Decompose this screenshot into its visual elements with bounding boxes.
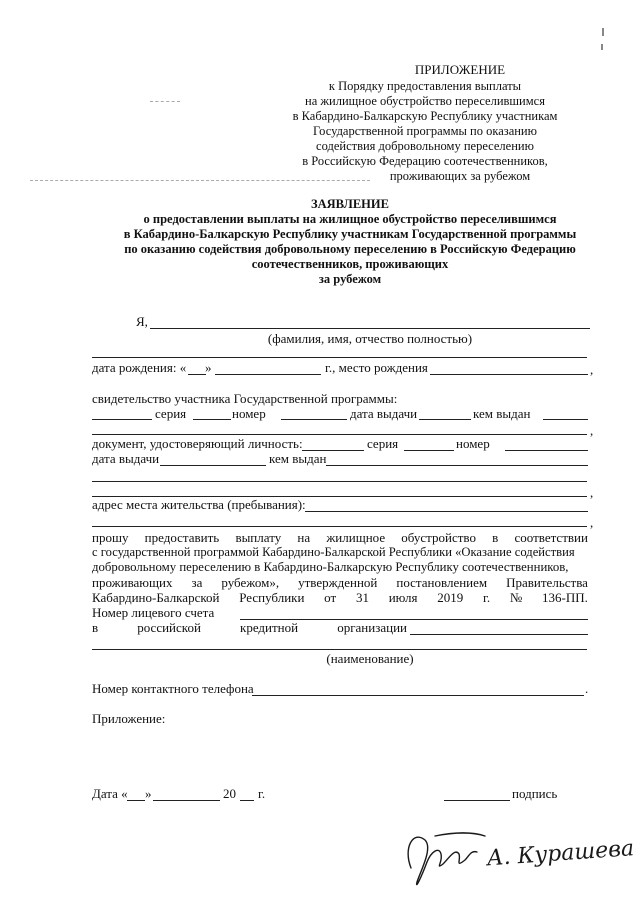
scan-artifact [150,101,180,102]
handwritten-name: А. Курашева [486,836,635,872]
word: 2019 [437,590,464,605]
label-birth-date: дата рождения: « [92,360,187,375]
date-year-field[interactable] [240,800,254,801]
word: организации [337,620,407,635]
birth-day-field[interactable] [188,374,206,375]
word: соответствии [514,530,588,545]
address-continuation-field[interactable] [92,526,587,527]
appendix-line: в Кабардино-Балкарскую Республику участникам [292,109,558,123]
label-year-suffix: г. [258,786,266,801]
id-number-field[interactable] [505,450,588,451]
comma: , [590,485,594,500]
word: в [92,620,99,635]
signature-scribble [408,833,485,885]
id-issued-by-field[interactable] [326,465,588,466]
birth-place-field[interactable] [430,374,588,375]
word: рубежом», [221,575,280,590]
certificate-continuation-field[interactable] [92,434,587,435]
quote-close: » [145,786,152,801]
certificate-issued-by-field[interactable] [543,419,588,420]
document-subtitle-line: по оказанию содействия добровольному переселению в Российскую Федерацию [124,242,576,256]
bank-name-field[interactable] [410,634,588,635]
phone-field[interactable] [252,695,584,696]
request-line [92,590,588,605]
comma: , [590,515,594,530]
document-title: ЗАЯВЛЕНИЕ [311,197,389,211]
label-account: Номер лицевого счета [92,605,215,620]
period: . [585,681,589,696]
certificate-number-field[interactable] [281,419,347,420]
appendix-title: ПРИЛОЖЕНИЕ [414,62,506,77]
word: российской [137,620,201,635]
word: за [191,575,203,590]
appendix-line: к Порядку предоставления выплаты [328,79,522,93]
fio-field[interactable] [150,328,590,329]
label-year-prefix: 20 [223,786,236,801]
word: жилищное [326,530,386,545]
label-number: номер [232,406,266,421]
document-subtitle-line: за рубежом [318,272,382,286]
label-date: Дата « [92,786,128,801]
label-phone: Номер контактного телефона [92,681,254,696]
handwritten-signature [395,818,635,898]
document-subtitle-line: о предоставлении выплаты на жилищное обустройство переселившимся [143,212,557,226]
fio-continuation-field[interactable] [92,357,587,358]
id-issue-date-field[interactable] [160,465,266,466]
quote-close: » [205,360,212,375]
word: в [492,530,499,545]
comma: , [590,362,594,377]
bank-line [92,620,407,635]
word: 136-ПП. [542,590,588,605]
appendix-line: содействия добровольному переселению [316,139,534,153]
document-subtitle-line: в Кабардино-Балкарскую Республику участникам Государственной программы [123,227,577,241]
label-birth-place: г., место рождения [325,360,428,375]
scan-artifact [602,28,604,36]
label-series: серия [367,436,399,451]
word: кредитной [240,620,299,635]
word: от [324,590,337,605]
label-series: серия [155,406,187,421]
certificate-issue-date-field[interactable] [419,419,471,420]
document-subtitle-line: соотечественников, проживающих [251,257,449,271]
label-ya: Я, [136,314,148,329]
word: на [297,530,311,545]
date-day-field[interactable] [127,800,145,801]
request-line: добровольному переселению в Кабардино-Балкарскую Республику соотечественников, [92,560,569,574]
word: постановлением [396,575,488,590]
certificate-gap-field[interactable] [193,419,231,420]
word: выплату [235,530,282,545]
bank-name-continuation-field[interactable] [92,649,587,650]
id-series-field[interactable] [404,450,454,451]
request-line [92,530,588,545]
word: № [509,590,523,605]
label-issue-date: дата выдачи [350,406,418,421]
label-issued-by: кем выдан [269,451,327,466]
word: обустройство [401,530,476,545]
word: утвержденной [298,575,378,590]
label-attachment: Приложение: [92,711,166,726]
scan-artifact [601,44,603,50]
word: Республики [239,590,305,605]
label-issued-by: кем выдан [473,406,531,421]
request-line: с государственной программой Кабардино-Балкарской Республики «Оказание содействия [92,545,575,559]
fio-caption: (фамилия, имя, отчество полностью) [267,331,473,346]
label-address: адрес места жительства (пребывания): [92,497,306,512]
label-issue-date: дата выдачи [92,451,160,466]
appendix-line: проживающих за рубежом [389,169,531,183]
bank-caption: (наименование) [326,651,414,666]
label-id-document: документ, удостоверяющий личность: [92,436,303,451]
label-certificate: свидетельство участника Государственной программы: [92,391,398,406]
address-field[interactable] [305,511,588,512]
word: 31 [355,590,369,605]
id-continuation-field[interactable] [92,481,587,482]
certificate-series-field[interactable] [92,419,152,420]
date-month-field[interactable] [153,800,220,801]
word: предоставить [144,530,220,545]
word: г. [483,590,491,605]
appendix-line: на жилищное обустройство переселившимся [305,94,545,108]
word: Кабардино-Балкарской [92,590,220,605]
word: проживающих [92,575,173,590]
word: прошу [92,530,129,545]
comma: , [590,423,594,438]
birth-month-field[interactable] [215,374,321,375]
scan-artifact [30,180,370,181]
label-number: номер [456,436,490,451]
appendix-line: в Российскую Федерацию соотечественников, [302,154,548,168]
signature-field[interactable] [444,800,510,801]
word: июля [388,590,418,605]
appendix-line: Государственной программы по оказанию [313,124,537,138]
request-line [92,575,588,590]
label-signature: подпись [512,786,558,801]
word: Правительства [506,575,588,590]
